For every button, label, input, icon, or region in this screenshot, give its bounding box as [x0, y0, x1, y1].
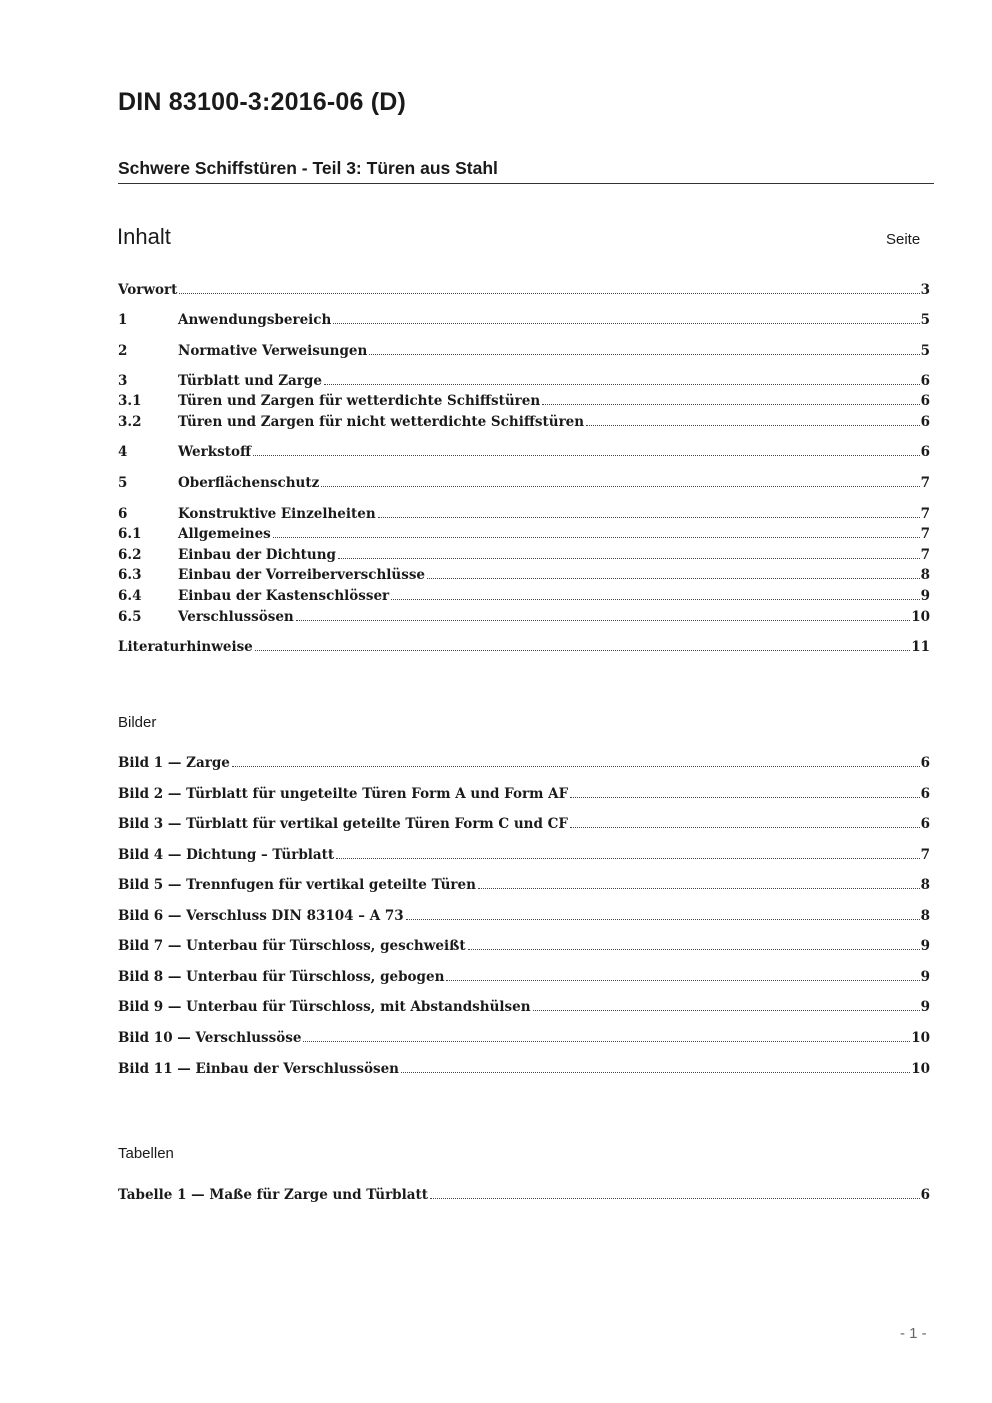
toc-entry[interactable]: [118, 413, 930, 431]
toc-entry-title: Konstruktive Einzelheiten: [178, 506, 376, 522]
toc-entry-page: 7: [920, 475, 930, 491]
toc-leader-dots: [338, 557, 920, 559]
toc-entry[interactable]: [118, 907, 930, 925]
toc-entry-number: 6.2: [118, 547, 142, 563]
toc-entry-title: Einbau der Kastenschlösser: [178, 588, 390, 604]
toc-entry-page: 10: [911, 609, 930, 625]
contents-heading: Inhalt: [117, 224, 171, 249]
toc-entry-number: 5: [118, 475, 128, 491]
toc-entry-page: 8: [920, 567, 930, 583]
toc-leader-dots: [273, 536, 920, 538]
toc-entry-page: 6: [920, 373, 930, 389]
toc-entry-title: Literaturhinweise: [118, 639, 253, 655]
toc-entry-title: Bild 6 — Verschluss DIN 83104 – A 73: [118, 908, 404, 924]
toc-leader-dots: [570, 796, 919, 798]
toc-entry[interactable]: [118, 968, 930, 986]
toc-entry-number: 2: [118, 343, 128, 359]
toc-entry-title: Einbau der Vorreiberverschlüsse: [178, 567, 426, 583]
page-number: - 1 -: [900, 1325, 927, 1342]
tables-heading: Tabellen: [118, 1145, 174, 1162]
toc-leader-dots: [232, 765, 920, 767]
toc-entry-page: 9: [920, 969, 930, 985]
toc-leader-dots: [478, 887, 920, 889]
toc-entry-page: 6: [920, 414, 930, 430]
toc-leader-dots: [378, 516, 920, 518]
toc-entry[interactable]: [118, 443, 930, 461]
toc-leader-dots: [570, 826, 920, 828]
toc-entry-title: Allgemeines: [178, 526, 271, 542]
toc-entry[interactable]: [118, 342, 930, 360]
toc-entry-title: Werkstoff: [178, 444, 252, 460]
toc-entry-title: Normative Verweisungen: [178, 343, 368, 359]
toc-entry-number: 6.1: [118, 526, 142, 542]
toc-entry-page: 6: [920, 1187, 930, 1203]
toc-entry[interactable]: [118, 392, 930, 410]
toc-entry-page: 7: [920, 547, 930, 563]
toc-leader-dots: [427, 577, 920, 579]
toc-entry[interactable]: [118, 546, 930, 564]
toc-entry-page: 9: [920, 938, 930, 954]
toc-leader-dots: [401, 1071, 910, 1073]
toc-entry-title: Bild 10 — Verschlussöse: [118, 1030, 302, 1046]
toc-entry-page: 5: [920, 312, 930, 328]
figures-heading: Bilder: [118, 714, 157, 731]
toc-entry[interactable]: [118, 1029, 930, 1047]
toc-leader-dots: [324, 383, 920, 385]
page-column-label: Seite: [886, 231, 921, 248]
toc-entry-title: Bild 5 — Trennfugen für vertikal geteilte Türen: [118, 877, 476, 893]
toc-leader-dots: [321, 485, 919, 487]
toc-entry-title: Türen und Zargen für wetterdichte Schiffstüren: [178, 393, 541, 409]
toc-leader-dots: [391, 598, 919, 600]
toc-entry-title: Bild 1 — Zarge: [118, 755, 230, 771]
toc-entry-page: 5: [920, 343, 930, 359]
toc-entry-title: Tabelle 1 — Maße für Zarge und Türblatt: [118, 1187, 428, 1203]
toc-entry-page: 8: [920, 908, 930, 924]
toc-entry-title: Türblatt und Zarge: [178, 373, 322, 389]
toc-entry-title: Bild 11 — Einbau der Verschlussösen: [118, 1061, 399, 1077]
toc-entry-number: 6.3: [118, 567, 142, 583]
toc-entry[interactable]: [118, 474, 930, 492]
toc-entry-title: Bild 4 — Dichtung – Türblatt: [118, 847, 335, 863]
toc-entry-number: 4: [118, 444, 128, 460]
toc-entry[interactable]: [118, 785, 930, 803]
toc-leader-dots: [296, 619, 910, 621]
toc-leader-dots: [179, 292, 919, 294]
toc-leader-dots: [468, 948, 920, 950]
toc-entry[interactable]: [118, 1186, 930, 1204]
toc-entry-page: 9: [920, 999, 930, 1015]
toc-entry[interactable]: [118, 815, 930, 833]
toc-leader-dots: [336, 857, 919, 859]
toc-entry-page: 6: [920, 444, 930, 460]
toc-entry[interactable]: [118, 846, 930, 864]
toc-entry[interactable]: [118, 372, 930, 390]
toc-leader-dots: [253, 454, 920, 456]
toc-entry-number: 3.1: [118, 393, 142, 409]
toc-entry-number: 6.4: [118, 588, 142, 604]
toc-entry[interactable]: [118, 525, 930, 543]
document-title: DIN 83100-3:2016-06 (D): [118, 88, 407, 116]
toc-entry-number: 3.2: [118, 414, 142, 430]
toc-entry-title: Türen und Zargen für nicht wetterdichte Schiffstüren: [178, 414, 585, 430]
toc-leader-dots: [369, 353, 919, 355]
toc-entry-title: Bild 3 — Türblatt für vertikal geteilte Türen Form C und CF: [118, 816, 568, 832]
toc-entry-page: 10: [911, 1061, 930, 1077]
toc-entry[interactable]: [118, 1060, 930, 1078]
toc-entry[interactable]: [118, 505, 930, 523]
title-divider: [118, 183, 934, 184]
toc-entry-page: 9: [920, 588, 930, 604]
toc-entry-page: 10: [911, 1030, 930, 1046]
toc-entry-page: 7: [920, 526, 930, 542]
toc-entry-number: 6: [118, 506, 128, 522]
document-subtitle: Schwere Schiffstüren - Teil 3: Türen aus Stahl: [118, 158, 498, 178]
toc-entry-number: 1: [118, 312, 128, 328]
toc-entry[interactable]: [118, 587, 930, 605]
toc-entry[interactable]: [118, 937, 930, 955]
toc-entry[interactable]: [118, 638, 930, 656]
toc-entry-title: Anwendungsbereich: [178, 312, 332, 328]
toc-leader-dots: [303, 1040, 910, 1042]
toc-entry-page: 6: [920, 816, 930, 832]
toc-leader-dots: [333, 322, 919, 324]
toc-entry-title: Verschlussösen: [178, 609, 294, 625]
toc-entry[interactable]: [118, 754, 930, 772]
toc-entry-title: Bild 9 — Unterbau für Türschloss, mit Abstandshülsen: [118, 999, 531, 1015]
toc-leader-dots: [430, 1197, 920, 1199]
toc-entry[interactable]: [118, 608, 930, 626]
toc-entry-title: Vorwort: [118, 282, 178, 298]
toc-entry-page: 6: [920, 755, 930, 771]
toc-entry-page: 7: [920, 847, 930, 863]
toc-entry[interactable]: [118, 998, 930, 1016]
toc-entry-title: Bild 8 — Unterbau für Türschloss, gebogen: [118, 969, 445, 985]
toc-entry[interactable]: [118, 876, 930, 894]
toc-leader-dots: [446, 979, 919, 981]
toc-entry[interactable]: [118, 311, 930, 329]
toc-entry-page: 3: [920, 282, 930, 298]
toc-entry-title: Bild 2 — Türblatt für ungeteilte Türen Form A und Form AF: [118, 786, 569, 802]
toc-entry-page: 8: [920, 877, 930, 893]
toc-entry[interactable]: [118, 566, 930, 584]
toc-leader-dots: [586, 424, 920, 426]
toc-entry-page: 6: [920, 393, 930, 409]
toc-entry-page: 6: [920, 786, 930, 802]
toc-entry-number: 6.5: [118, 609, 142, 625]
toc-entry-title: Einbau der Dichtung: [178, 547, 336, 563]
toc-entry-number: 3: [118, 373, 128, 389]
toc-entry-title: Oberflächenschutz: [178, 475, 320, 491]
toc-entry-title: Bild 7 — Unterbau für Türschloss, geschweißt: [118, 938, 466, 954]
toc-leader-dots: [542, 403, 919, 405]
toc-entry[interactable]: [118, 281, 930, 299]
toc-leader-dots: [406, 918, 920, 920]
toc-leader-dots: [255, 649, 910, 651]
toc-leader-dots: [533, 1009, 920, 1011]
toc-entry-page: 11: [911, 639, 930, 655]
toc-entry-page: 7: [920, 506, 930, 522]
